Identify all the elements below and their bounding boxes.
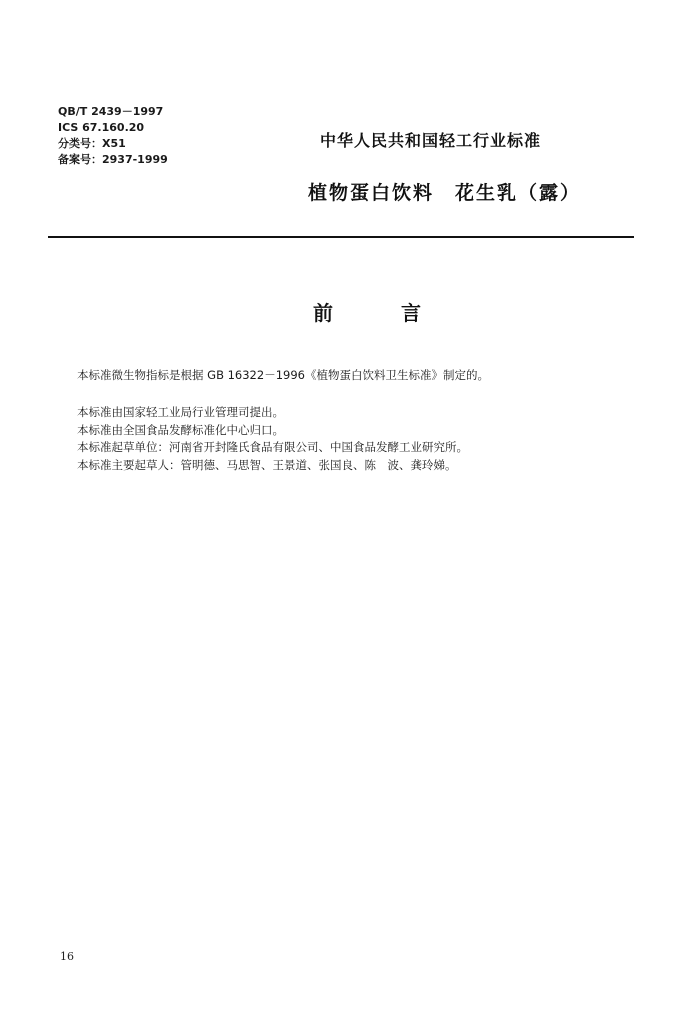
filing-number: 备案号：2937-1999 bbox=[58, 153, 168, 166]
preface-credits bbox=[77, 404, 468, 474]
document-title: 植物蛋白饮料 花生乳（露） bbox=[308, 182, 582, 204]
issuing-organization: 中华人民共和国轻工行业标准 bbox=[320, 131, 542, 150]
preface-paragraph: 本标准微生物指标是根据 GB 16322－1996《植物蛋白饮料卫生标准》制定的。 bbox=[77, 368, 489, 382]
preface-heading: 前 言 bbox=[313, 301, 445, 325]
credit-line-proposer: 本标准由国家轻工业局行业管理司提出。 bbox=[77, 405, 284, 419]
ics-code: ICS 67.160.20 bbox=[58, 121, 145, 134]
credit-line-administrator: 本标准由全国食品发酵标准化中心归口。 bbox=[77, 422, 284, 437]
standard-number: QB/T 2439－1997 bbox=[58, 105, 164, 118]
page-number: 16 bbox=[60, 950, 74, 963]
credit-line-drafters: 本标准主要起草人：管明德、马思智、王景道、张国良、陈 波、龚玲娣。 bbox=[77, 457, 457, 472]
document-metadata bbox=[58, 104, 168, 168]
header-divider bbox=[48, 236, 634, 238]
credit-line-drafting-units: 本标准起草单位：河南省开封隆氏食品有限公司、中国食品发酵工业研究所。 bbox=[77, 440, 468, 454]
classification-number: 分类号：X51 bbox=[58, 137, 126, 150]
